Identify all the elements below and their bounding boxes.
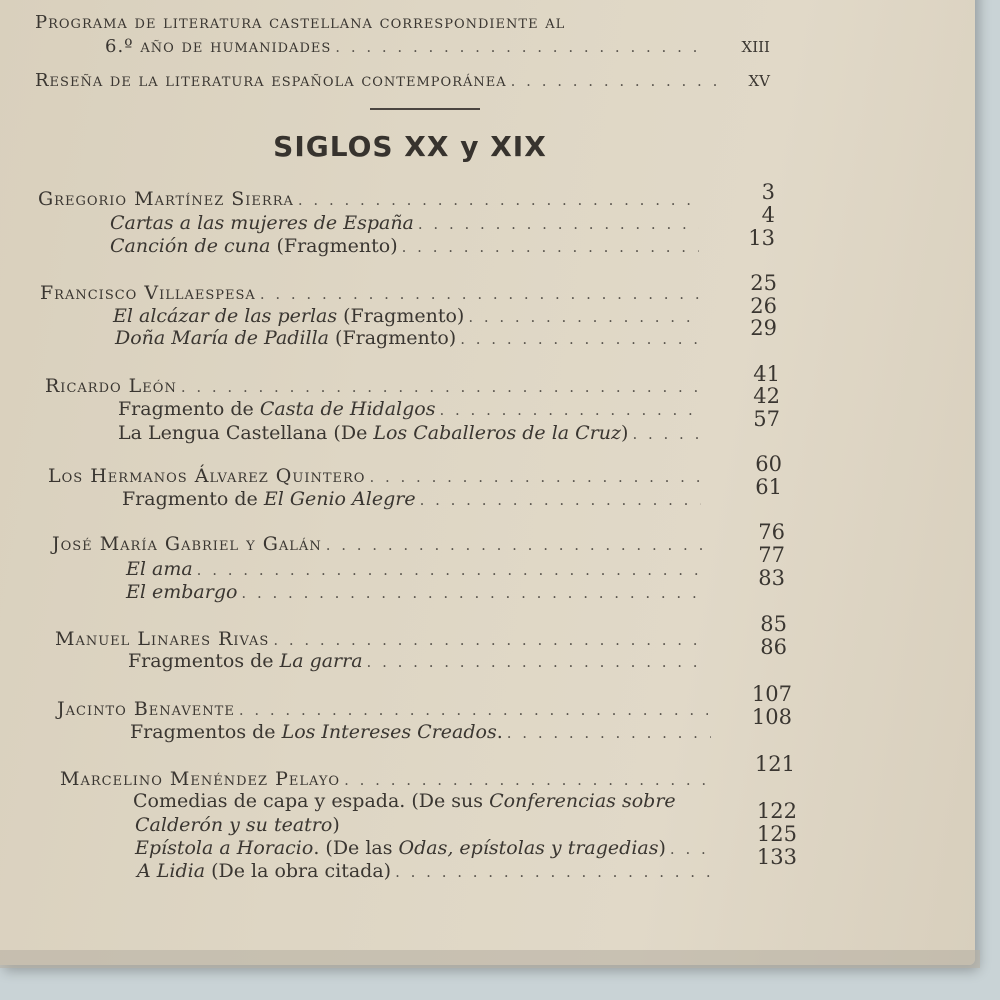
- page-number: 76: [758, 520, 785, 544]
- toc-author-entry: Jacinto Benavente . . .: [57, 698, 712, 721]
- toc-work-entry: Fragmento de El Genio Alegre . . .: [122, 488, 705, 511]
- toc-work-entry: La Lengua Castellana (De Los Caballeros de la Cruz) . . .: [118, 422, 708, 445]
- page-number: 4: [761, 203, 775, 227]
- toc-author-entry: Los Hermanos Álvarez Quintero . . .: [48, 465, 705, 488]
- page-number: 26: [750, 294, 777, 318]
- page-number: 42: [753, 384, 780, 408]
- toc-author-entry: Ricardo León . . .: [45, 375, 703, 398]
- toc-work-entry: Epístola a Horacio. (De las Odas, epístolas y tragedias) . . .: [135, 837, 720, 860]
- section-divider: [370, 108, 480, 110]
- page-number: 85: [760, 612, 787, 636]
- toc-work-entry: Comedias de capa y espada. (De sus Conferencias sobre: [133, 790, 676, 812]
- toc-work-entry: Fragmento de Casta de Hidalgos . . .: [118, 398, 703, 421]
- toc-work-entry: El ama . . .: [126, 558, 707, 581]
- toc-front-entry: Reseña de la literatura española contemporánea . . . XV: [35, 70, 770, 92]
- page-number: 83: [758, 566, 785, 590]
- toc-work-entry: Doña María de Padilla (Fragmento) . . .: [115, 327, 703, 350]
- toc-front-entry: Programa de literatura castellana correspondiente al: [35, 12, 566, 33]
- page-number: 121: [754, 752, 795, 776]
- page-edge-shadow: [0, 950, 980, 968]
- toc-work-entry: El embargo . . .: [126, 581, 707, 604]
- toc-author-entry: José María Gabriel y Galán . . .: [52, 533, 707, 556]
- toc-work-entry: Fragmentos de La garra . . .: [128, 650, 710, 673]
- toc-work-entry: Fragmentos de Los Intereses Creados. . . .: [130, 721, 715, 744]
- page-number: 122: [756, 799, 797, 823]
- page-number: 77: [758, 543, 785, 567]
- toc-work-entry: El alcázar de las perlas (Fragmento) . . .: [113, 305, 703, 328]
- toc-work-entry: Canción de cuna (Fragmento) . . .: [110, 235, 703, 258]
- page-number: 60: [755, 452, 782, 476]
- page-number: 133: [756, 845, 797, 869]
- page-number: 86: [760, 635, 787, 659]
- toc-author-entry: Francisco Villaespesa . . .: [40, 282, 703, 305]
- page-number: 25: [750, 271, 777, 295]
- page-number: 29: [750, 316, 777, 340]
- page-number: 3: [761, 180, 775, 204]
- toc-front-entry: 6.º año de humanidades . . . XIII: [105, 36, 770, 58]
- toc-author-entry: Gregorio Martínez Sierra . . .: [38, 188, 703, 211]
- toc-work-entry: Calderón y su teatro): [135, 814, 340, 836]
- toc-author-entry: Marcelino Menéndez Pelayo . . .: [60, 768, 715, 791]
- page-number: 107: [751, 682, 792, 706]
- page-number: 13: [748, 226, 775, 250]
- page-number: 125: [756, 822, 797, 846]
- page-number: 41: [753, 362, 780, 386]
- section-heading: SIGLOS XX y XIX: [273, 130, 547, 163]
- page-number: 61: [755, 475, 782, 499]
- page-number: 108: [751, 705, 792, 729]
- toc-author-entry: Manuel Linares Rivas . . .: [55, 628, 710, 651]
- toc-work-entry: A Lidia (De la obra citada) . . .: [137, 860, 720, 883]
- toc-work-entry: Cartas a las mujeres de España . . .: [110, 212, 703, 235]
- page-number: 57: [753, 407, 780, 431]
